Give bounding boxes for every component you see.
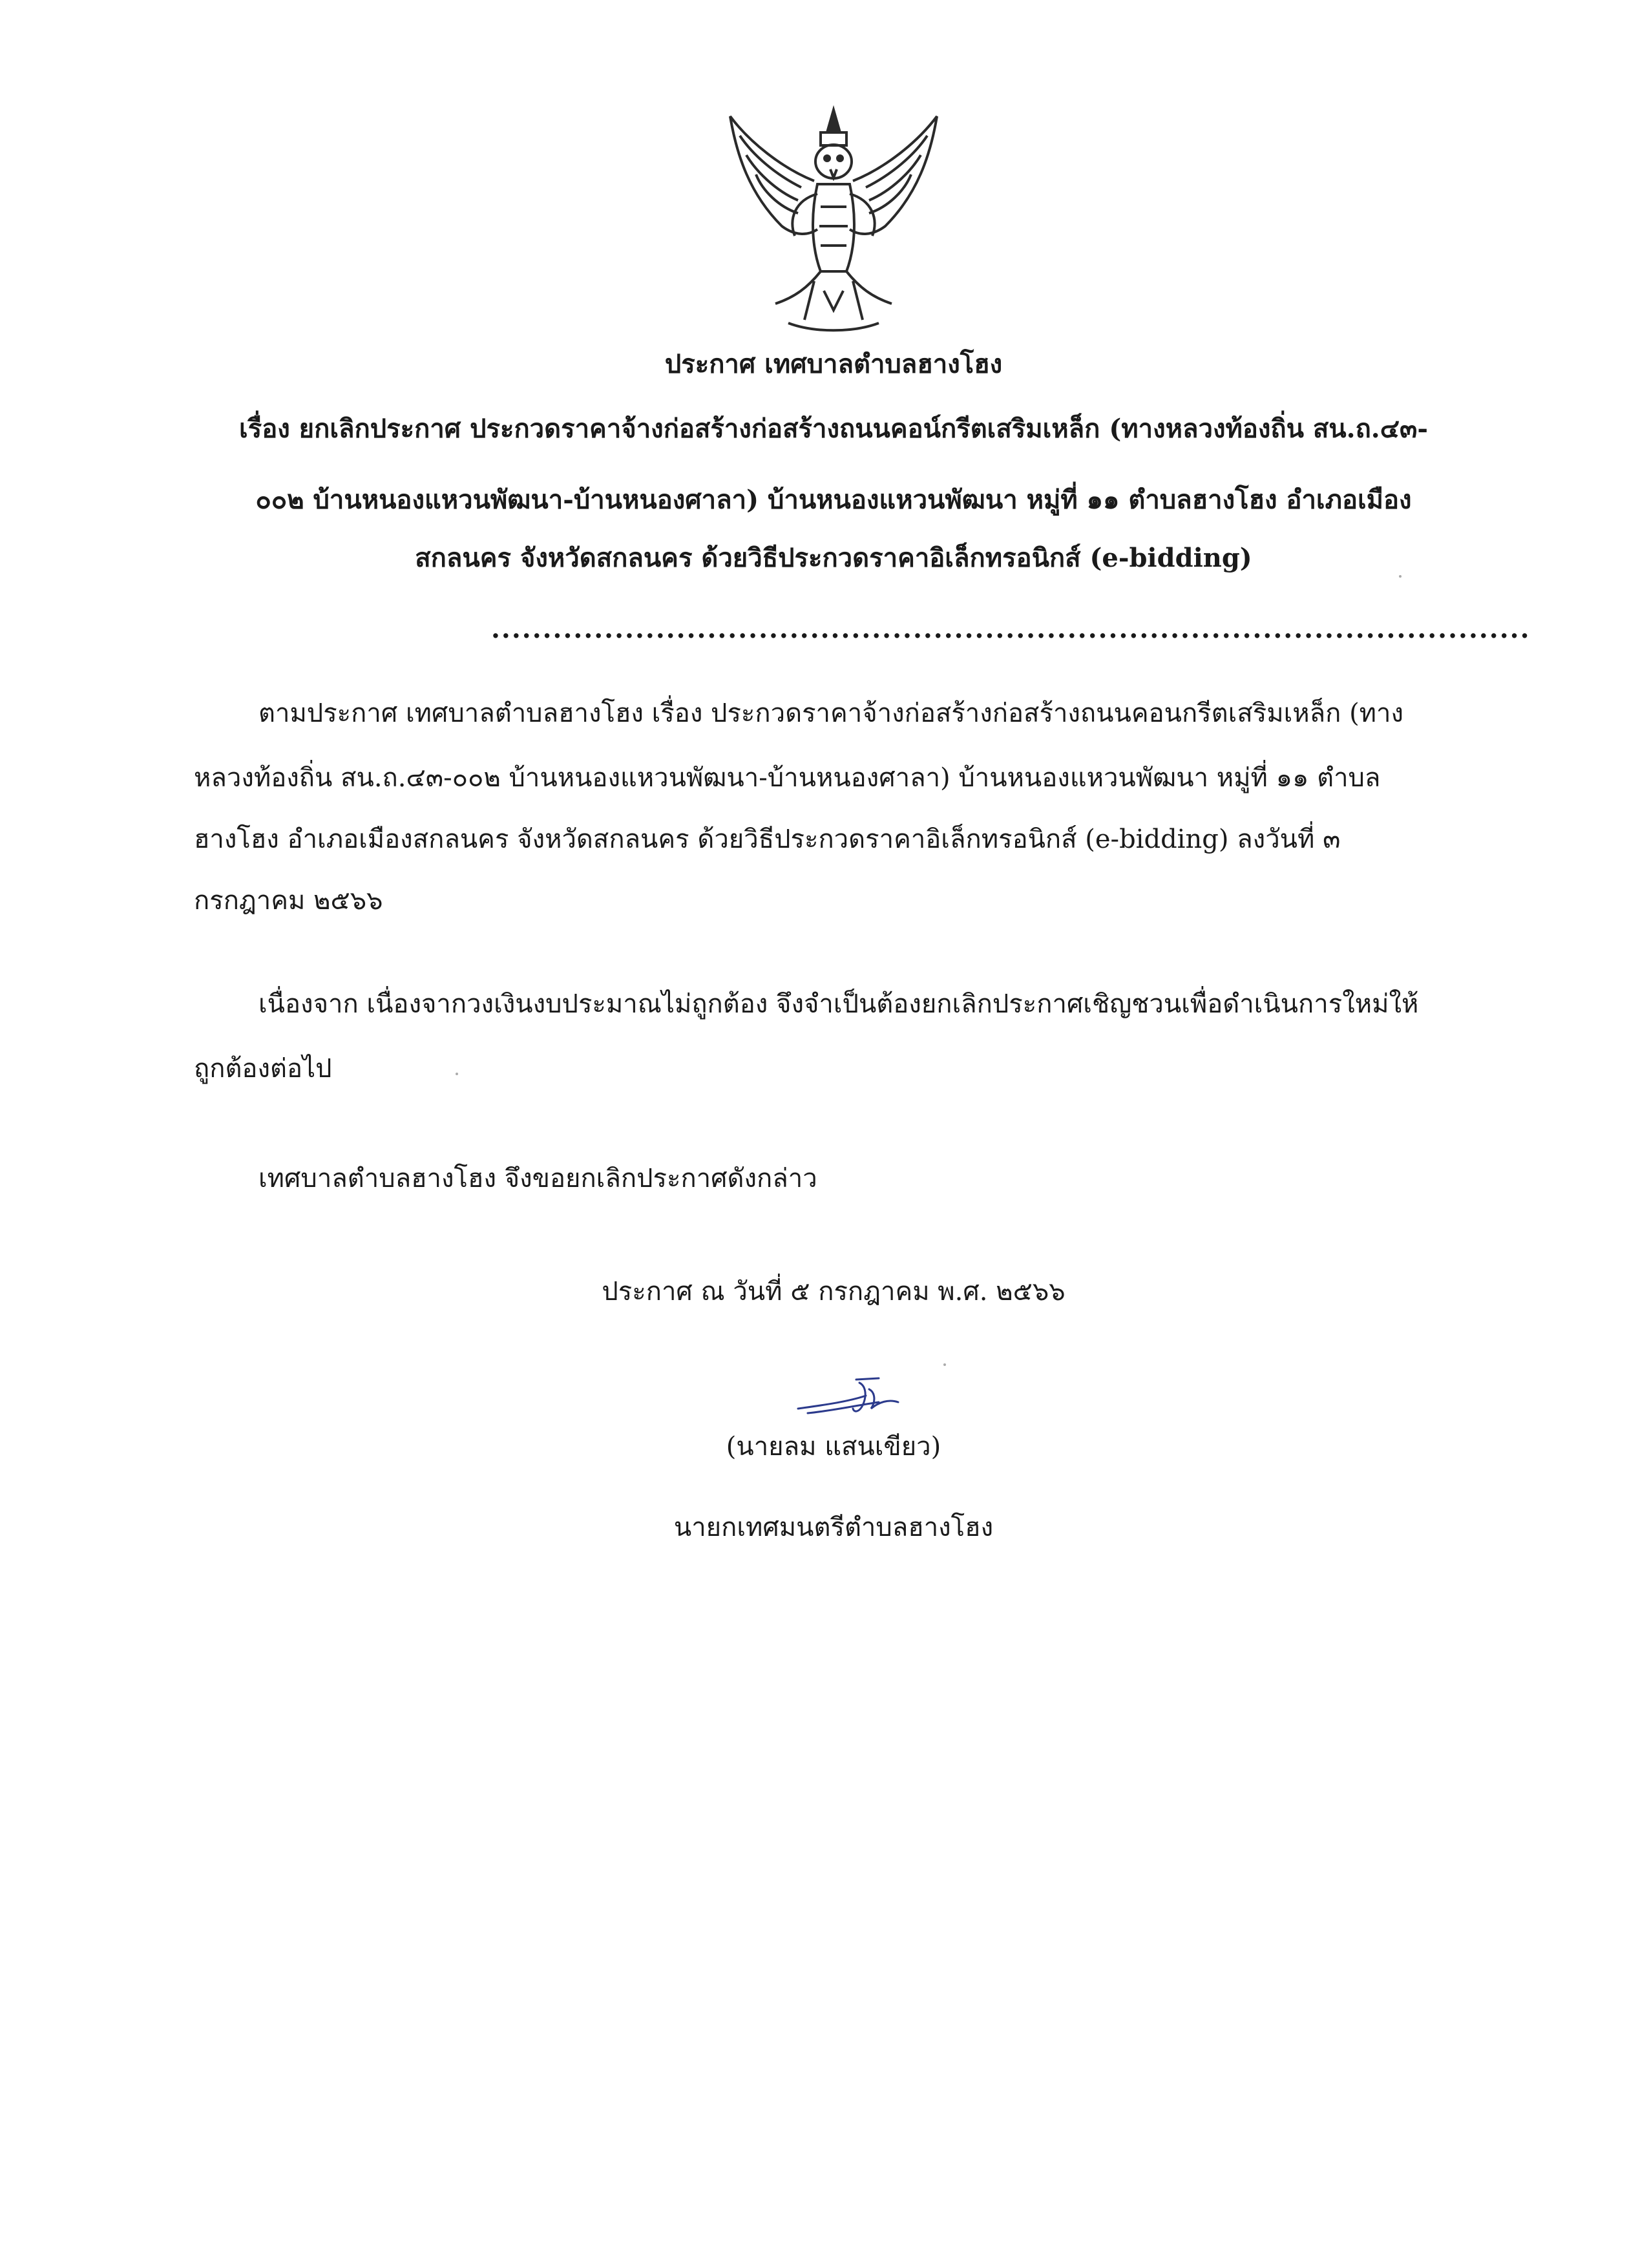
scan-speck	[456, 1073, 458, 1075]
scan-speck	[1399, 575, 1402, 578]
paragraph-2-line-2: ถูกต้องต่อไป	[194, 1054, 332, 1084]
dotted-separator: .....................................................................................................	[491, 614, 1531, 644]
subject-line-1: เรื่อง ยกเลิกประกาศ ประกวดราคาจ้างก่อสร้างก่อสร้างถนนคอน์กรีตเสริมเหล็ก (ทางหลวงท้องถิ่น สน.ถ.๔๓-	[239, 414, 1428, 444]
signer-position: นายกเทศมนตรีตำบลฮางโฮง	[673, 1513, 994, 1542]
paragraph-1-line-1: ตามประกาศ เทศบาลตำบลฮางโฮง เรื่อง ประกวดราคาจ้างก่อสร้างก่อสร้างถนนคอนกรีตเสริมเหล็ก (ทาง	[258, 698, 1404, 728]
announcement-date: ประกาศ ณ วันที่ ๕ กรกฎาคม พ.ศ. ๒๕๖๖	[602, 1277, 1066, 1307]
subject-line-3: สกลนคร จังหวัดสกลนคร ด้วยวิธีประกวดราคาอิเล็กทรอนิกส์ (e-bidding)	[415, 543, 1252, 573]
page-title: ประกาศ เทศบาลตำบลฮางโฮง	[664, 349, 1003, 379]
paragraph-1-line-4: กรกฎาคม ๒๕๖๖	[194, 886, 383, 916]
paragraph-2-line-1: เนื่องจาก เนื่องจากวงเงินงบประมาณไม่ถูกต้อง จึงจำเป็นต้องยกเลิกประกาศเชิญชวนเพื่อดำเนินการใหม่ให้	[258, 989, 1419, 1019]
paragraph-1-line-3: ฮางโฮง อำเภอเมืองสกลนคร จังหวัดสกลนคร ด้วยวิธีประกวดราคาอิเล็กทรอนิกส์ (e-bidding) ลงวันที่ ๓	[194, 824, 1341, 854]
paragraph-3: เทศบาลตำบลฮางโฮง จึงขอยกเลิกประกาศดังกล่าว	[258, 1164, 817, 1193]
paragraph-1-line-2: หลวงท้องถิ่น สน.ถ.๔๓-๐๐๒ บ้านหนองแหวนพัฒนา-บ้านหนองศาลา) บ้านหนองแหวนพัฒนา หมู่ที่ ๑๑ ตำบล	[194, 763, 1381, 793]
signer-name: (นายลม แสนเขียว)	[726, 1432, 941, 1462]
garuda-emblem-icon	[724, 97, 943, 342]
signature-icon	[795, 1373, 905, 1425]
scan-speck	[943, 1363, 946, 1366]
subject-line-2: ๐๐๒ บ้านหนองแหวนพัฒนา-บ้านหนองศาลา) บ้านหนองแหวนพัฒนา หมู่ที่ ๑๑ ตำบลฮางโฮง อำเภอเมือง	[255, 485, 1412, 515]
